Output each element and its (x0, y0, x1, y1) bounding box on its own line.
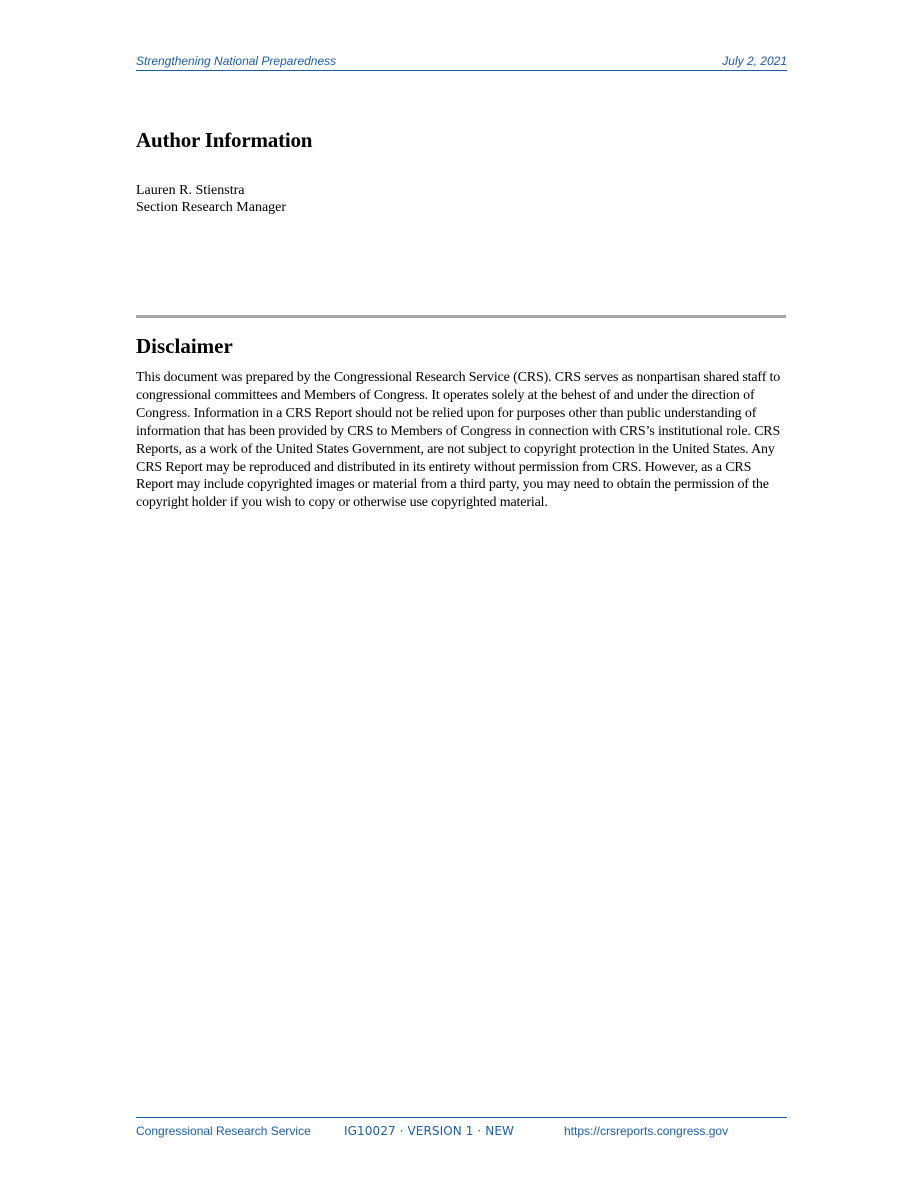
footer-organization: Congressional Research Service (136, 1124, 311, 1138)
footer-url-link[interactable]: https://crsreports.congress.gov (564, 1124, 729, 1138)
section-divider (136, 315, 786, 318)
disclaimer-text: This document was prepared by the Congressional Research Service (CRS). CRS serves as nonpartisan shared staff to congressional committees and Members of Congress. It operates solely at the behest of and under the direction of Congress. Information in a CRS Report should not be relied upon for purposes other than public understanding of information that has been provided by CRS to Members of Congress in connection with CRS’s institutional role. CRS Reports, as a work of the United States Government, are not subject to copyright protection in the United States. Any CRS Report may be reproduced and distributed in its entirety without permission from CRS. However, as a CRS Report may include copyrighted images or material from a third party, you may need to obtain the permission of the copyright holder if you wish to copy or otherwise use copyrighted material. (136, 370, 781, 511)
author-name: Lauren R. Stienstra (136, 183, 245, 198)
page-footer (136, 1117, 787, 1142)
header-date: July 2, 2021 (722, 54, 787, 68)
author-title: Section Research Manager (136, 200, 287, 215)
header-report-title: Strengthening National Preparedness (136, 54, 337, 68)
author-block (136, 182, 286, 216)
page-header (136, 54, 787, 71)
disclaimer-heading: Disclaimer (136, 334, 233, 358)
author-information-heading: Author Information (136, 128, 313, 152)
footer-report-id: IG10027 · VERSION 1 · NEW (344, 1124, 514, 1138)
